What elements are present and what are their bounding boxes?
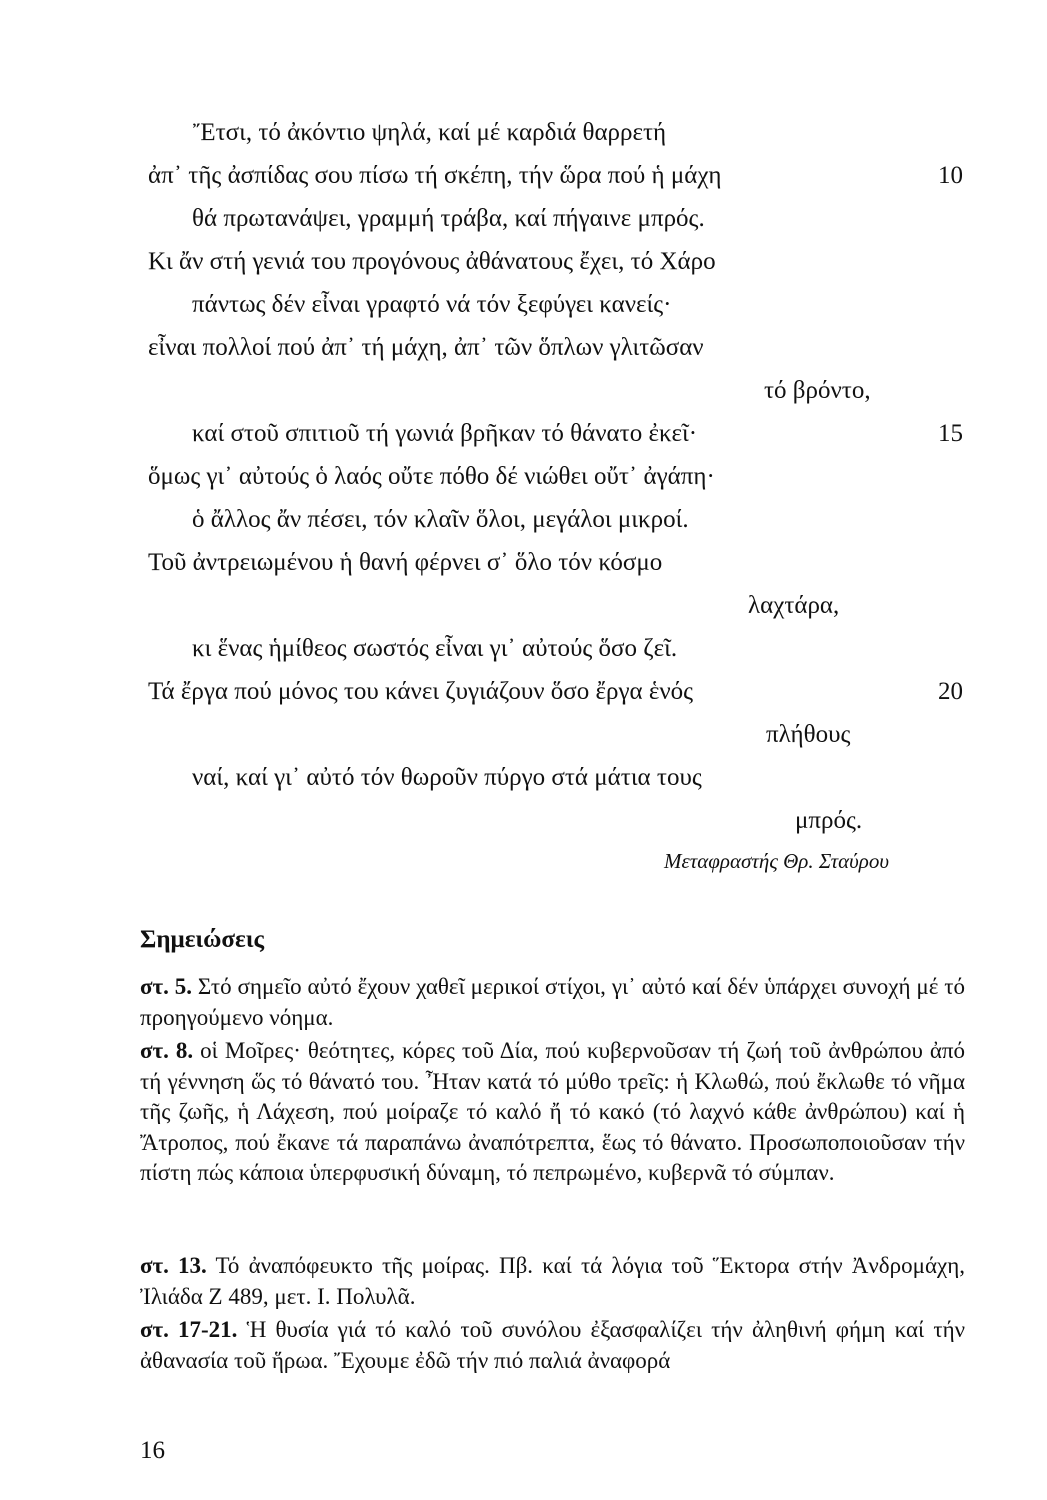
poem-line: πλήθους (766, 721, 851, 748)
poem-line: Ἔτσι, τό ἀκόντιο ψηλά, καί μέ καρδιά θαρρετή (193, 119, 667, 146)
poem-line: ὁ ἄλλος ἄν πέσει, τόν κλαῖν ὅλοι, μεγάλοι μικροί. (192, 506, 689, 533)
note-text: Τό ἀναπόφευκτο τῆς μοίρας. Πβ. καί τά λόγια τοῦ Ἕκτορα στήν Ἀνδρομάχη, Ἰλιάδα Ζ 489, μετ. Ι. Πολυλᾶ. (140, 1253, 965, 1309)
note-item (140, 1315, 965, 1376)
note-item (140, 972, 965, 1033)
poem-line: ἀπ᾽ τῆς ἀσπίδας σου πίσω τή σκέπη, τήν ὥρα πού ἡ μάχη (148, 162, 722, 189)
line-number: 15 (938, 420, 963, 447)
note-ref: στ. 13. (140, 1253, 207, 1278)
note-text: Στό σημεῖο αὐτό ἔχουν χαθεῖ μερικοί στίχοι, γι᾽ αὐτό καί δέν ὑπάρχει συνοχή μέ τό προηγούμενο νόημα. (140, 974, 966, 1030)
translator-credit: Μεταφραστής Θρ. Σταύρου (664, 849, 889, 873)
note-text: οἱ Μοῖρες· θεότητες, κόρες τοῦ Δία, πού κυβερνοῦσαν τή ζωή τοῦ ἀνθρώπου ἀπό τή γέννηση ὥς τό θάνατό του. Ἦταν κατά τό μύθο τρεῖς: ἡ Κλωθώ, πού ἔκλωθε τό νῆμα τῆς ζωῆς, ἡ Λάχεση, πού μοίραζε τό καλό ἤ τό κακό (τό λαχνό κάθε ἀνθρώπου) καί ἡ Ἄτροπος, πού ἔκανε τά παραπάνω ἀναπότρεπτα, ἕως τό θάνατο. Προσωποποιοῦσαν τήν πίστη πώς κάποια ὑπερφυσική δύναμη, τό πεπρωμένο, κυβερνᾶ τό σύμπαν. (140, 1038, 966, 1186)
poem-line: πάντως δέν εἶναι γραφτό νά τόν ξεφύγει κανείς· (192, 291, 672, 318)
note-ref: στ. 8. (140, 1038, 194, 1063)
note-item (140, 1036, 965, 1189)
line-number: 20 (938, 678, 963, 705)
poem-line: εἶναι πολλοί πού ἀπ᾽ τή μάχη, ἀπ᾽ τῶν ὅπλων γλιτῶσαν (148, 334, 704, 361)
poem-line: Τοῦ ἀντρειωμένου ἡ θανή φέρνει σ᾽ ὅλο τόν κόσμο (148, 549, 663, 576)
poem-line: Τά ἔργα πού μόνος του κάνει ζυγιάζουν ὅσο ἔργα ἑνός (148, 678, 694, 705)
poem-line: κι ἕνας ἡμίθεος σωστός εἶναι γι᾽ αὐτούς ὅσο ζεῖ. (192, 635, 678, 662)
poem-line: θά πρωτανάψει, γραμμή τράβα, καί πήγαινε μπρός. (192, 205, 705, 232)
poem-line: Κι ἄν στή γενιά του προγόνους ἀθάνατους ἔχει, τό Χάρο (148, 248, 716, 275)
note-item (140, 1251, 965, 1312)
poem-line: τό βρόντο, (764, 377, 871, 404)
notes-heading: Σημειώσεις (140, 926, 264, 953)
note-ref: στ. 5. (140, 974, 193, 999)
note-text: Ἡ θυσία γιά τό καλό τοῦ συνόλου ἐξασφαλίζει τήν ἀληθινή φήμη καί τήν ἀθανασία τοῦ ἥρωα. Ἔχουμε ἐδῶ τήν πιό παλιά ἀναφορά (140, 1317, 966, 1373)
poem-line: μπρός. (795, 807, 863, 834)
poem-line: λαχτάρα, (748, 592, 840, 619)
poem-line: καί στοῦ σπιτιοῦ τή γωνιά βρῆκαν τό θάνατο ἐκεῖ· (192, 420, 698, 447)
page-number: 16 (140, 1437, 165, 1464)
poem-line: ὅμως γι᾽ αὐτούς ὁ λαός οὔτε πόθο δέ νιώθει οὔτ᾽ ἀγάπη· (148, 463, 715, 490)
line-number: 10 (938, 162, 963, 189)
note-ref: στ. 17-21. (140, 1317, 238, 1342)
poem-line: ναί, καί γι᾽ αὐτό τόν θωροῦν πύργο στά μάτια τους (192, 764, 702, 791)
